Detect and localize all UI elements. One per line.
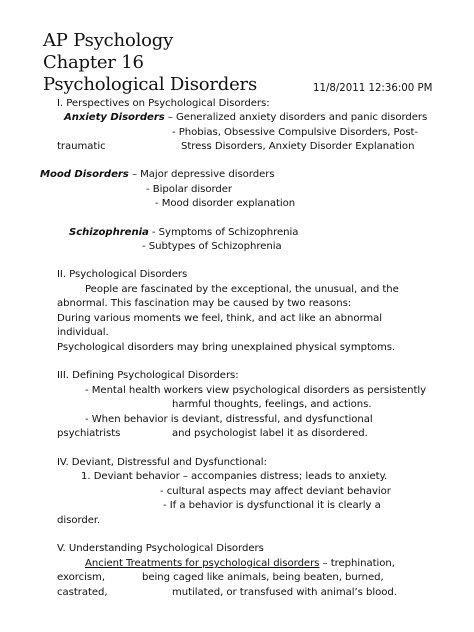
course-title: AP Psychology bbox=[43, 30, 174, 51]
section-2-line-2: abnormal. This fascination may be caused by two reasons: bbox=[57, 298, 352, 309]
page-title: Psychological Disorders bbox=[43, 74, 257, 95]
section-3-line-4a: psychiatrists bbox=[57, 428, 121, 439]
section-4-line-1: 1. Deviant behavior – accompanies distress; leads to anxiety. bbox=[81, 471, 388, 482]
section-5-line-3a: castrated, bbox=[57, 587, 108, 598]
section-3-line-4b: and psychologist label it as disordered. bbox=[172, 428, 368, 439]
section-1-heading: I. Perspectives on Psychological Disorders: bbox=[57, 98, 270, 109]
section-2-line-1: People are fascinated by the exceptional, the unusual, and the bbox=[85, 284, 399, 295]
section-5-line-2b: being caged like animals, being beaten, burned, bbox=[142, 572, 384, 583]
section-5-line-2a: exorcism, bbox=[57, 572, 106, 583]
section-5-line-1 bbox=[85, 557, 395, 570]
schizo-line-2: - Subtypes of Schizophrenia bbox=[142, 241, 282, 252]
section-2-heading: II. Psychological Disorders bbox=[57, 269, 188, 280]
section-2-line-3: During various moments we feel, think, and act like an abnormal bbox=[57, 313, 383, 324]
section-4-line-2: - cultural aspects may affect deviant behavior bbox=[160, 486, 391, 497]
schizo-term: Schizophrenia bbox=[69, 227, 149, 238]
anxiety-line-2: - Phobias, Obsessive Compulsive Disorders, Post- bbox=[172, 127, 419, 138]
section-4-line-4: disorder. bbox=[57, 515, 101, 526]
section-5-line-3b: mutilated, or transfused with animal’s blood. bbox=[172, 587, 397, 598]
mood-definition: – Major depressive disorders bbox=[128, 169, 275, 180]
section-3-line-2: harmful thoughts, feelings, and actions. bbox=[172, 399, 372, 410]
timestamp: 11/8/2011 12:36:00 PM bbox=[313, 83, 433, 94]
section-3-line-1: - Mental health workers view psychological disorders as persistently bbox=[85, 385, 427, 396]
anxiety-definition: – Generalized anxiety disorders and panic disorders bbox=[164, 112, 428, 123]
mood-line-2: - Bipolar disorder bbox=[146, 184, 232, 195]
ancient-treatments-rest: – trephination, bbox=[319, 558, 395, 569]
section-2-line-4: individual. bbox=[57, 327, 109, 338]
mood-term: Mood Disorders bbox=[40, 169, 129, 180]
anxiety-line-3b: Stress Disorders, Anxiety Disorder Explanation bbox=[181, 141, 415, 152]
schizo-definition: - Symptoms of Schizophrenia bbox=[148, 227, 299, 238]
section-2-line-5: Psychological disorders may bring unexplained physical symptoms. bbox=[57, 342, 396, 353]
ancient-treatments-link: Ancient Treatments for psychological disorders bbox=[85, 558, 320, 569]
chapter-title: Chapter 16 bbox=[43, 52, 144, 73]
section-5-heading: V. Understanding Psychological Disorders bbox=[57, 543, 264, 554]
section-4-heading: IV. Deviant, Distressful and Dysfunctional: bbox=[57, 457, 267, 468]
section-3-line-3: - When behavior is deviant, distressful, and dysfunctional bbox=[85, 414, 373, 425]
mood-line-1 bbox=[40, 168, 275, 181]
anxiety-line-1 bbox=[64, 111, 427, 124]
mood-line-3: - Mood disorder explanation bbox=[155, 198, 296, 209]
section-3-heading: III. Defining Psychological Disorders: bbox=[57, 370, 239, 381]
schizo-line-1 bbox=[69, 226, 298, 239]
anxiety-term: Anxiety Disorders bbox=[64, 112, 165, 123]
anxiety-line-3a: traumatic bbox=[57, 141, 106, 152]
section-4-line-3: - If a behavior is dysfunctional it is clearly a bbox=[163, 500, 381, 511]
